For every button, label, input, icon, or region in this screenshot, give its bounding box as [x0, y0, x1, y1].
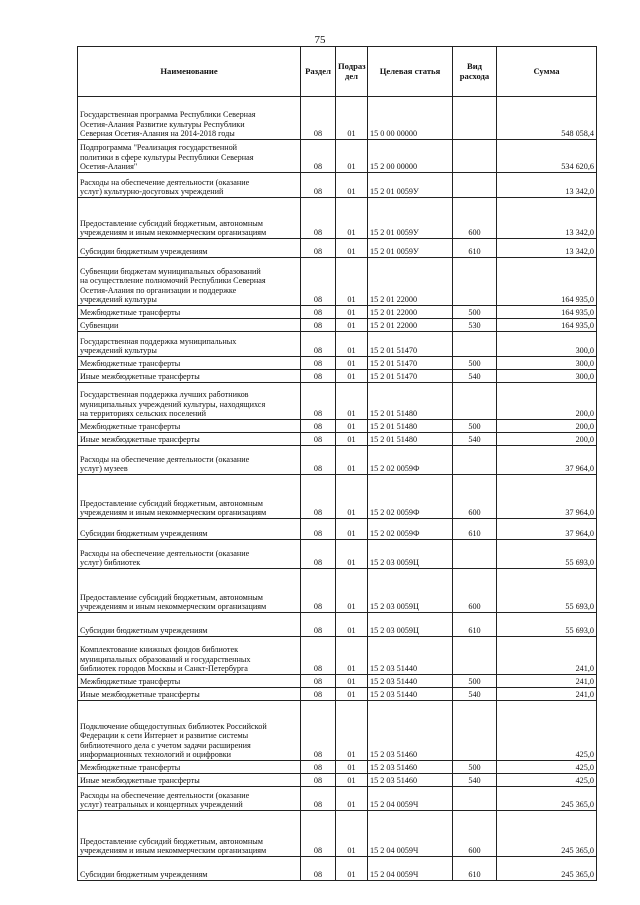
cell-sum: 241,0	[497, 637, 597, 675]
cell-sum: 425,0	[497, 701, 597, 761]
table-row	[78, 258, 597, 306]
cell-sum: 37 964,0	[497, 446, 597, 475]
cell-name: Межбюджетные трансферты	[78, 420, 301, 433]
cell-vid: 530	[453, 319, 497, 332]
table-row	[78, 332, 597, 357]
cell-razdel: 08	[301, 811, 336, 857]
table-row	[78, 475, 597, 519]
header-name: Наименование	[78, 47, 301, 97]
cell-podrazdel: 01	[336, 198, 368, 239]
header-sum: Сумма	[497, 47, 597, 97]
table-row	[78, 540, 597, 569]
cell-razdel: 08	[301, 433, 336, 446]
cell-podrazdel: 01	[336, 857, 368, 881]
table-row	[78, 701, 597, 761]
cell-sum: 37 964,0	[497, 475, 597, 519]
cell-razdel: 08	[301, 383, 336, 420]
cell-sum: 245 365,0	[497, 857, 597, 881]
header-target: Целевая статья	[368, 47, 453, 97]
table-row	[78, 688, 597, 701]
cell-sum: 534 620,6	[497, 140, 597, 173]
cell-razdel: 08	[301, 306, 336, 319]
cell-name: Подключение общедоступных библиотек Российской Федерации к сети Интернет и развитие системы библиотечного дела с учетом задачи расширения информационных технологий и оцифровки	[78, 701, 301, 761]
cell-name: Иные межбюджетные трансферты	[78, 688, 301, 701]
table-row	[78, 173, 597, 198]
table-row	[78, 140, 597, 173]
cell-podrazdel: 01	[336, 319, 368, 332]
table-row	[78, 811, 597, 857]
cell-target: 15 2 01 0059У	[368, 239, 453, 258]
budget-table	[77, 46, 597, 881]
cell-target: 15 2 02 0059Ф	[368, 519, 453, 540]
cell-podrazdel: 01	[336, 357, 368, 370]
cell-target: 15 2 01 51470	[368, 370, 453, 383]
cell-sum: 200,0	[497, 433, 597, 446]
cell-podrazdel: 01	[336, 420, 368, 433]
cell-podrazdel: 01	[336, 433, 368, 446]
cell-name: Государственная поддержка лучших работников муниципальных учреждений культуры, находящихся на территориях сельских поселений	[78, 383, 301, 420]
cell-vid	[453, 258, 497, 306]
table-row	[78, 319, 597, 332]
cell-sum: 241,0	[497, 675, 597, 688]
cell-vid	[453, 97, 497, 140]
cell-name: Расходы на обеспечение деятельности (оказание услуг) музеев	[78, 446, 301, 475]
cell-razdel: 08	[301, 675, 336, 688]
cell-name: Предоставление субсидий бюджетным, автономным учреждениям и иным некоммерческим организациям	[78, 811, 301, 857]
cell-podrazdel: 01	[336, 383, 368, 420]
cell-vid: 500	[453, 306, 497, 319]
cell-vid	[453, 787, 497, 811]
cell-sum: 164 935,0	[497, 258, 597, 306]
cell-razdel: 08	[301, 420, 336, 433]
cell-sum: 425,0	[497, 761, 597, 774]
cell-podrazdel: 01	[336, 370, 368, 383]
cell-podrazdel: 01	[336, 761, 368, 774]
cell-target: 15 2 02 0059Ф	[368, 446, 453, 475]
cell-target: 15 2 03 0059Ц	[368, 540, 453, 569]
cell-vid: 500	[453, 420, 497, 433]
cell-razdel: 08	[301, 319, 336, 332]
cell-sum: 200,0	[497, 383, 597, 420]
cell-name: Субвенции	[78, 319, 301, 332]
cell-razdel: 08	[301, 140, 336, 173]
cell-sum: 55 693,0	[497, 540, 597, 569]
cell-razdel: 08	[301, 613, 336, 637]
cell-podrazdel: 01	[336, 811, 368, 857]
cell-podrazdel: 01	[336, 173, 368, 198]
cell-podrazdel: 01	[336, 613, 368, 637]
cell-vid: 610	[453, 519, 497, 540]
table-row	[78, 446, 597, 475]
cell-target: 15 2 01 22000	[368, 319, 453, 332]
table-row	[78, 519, 597, 540]
cell-name: Иные межбюджетные трансферты	[78, 433, 301, 446]
cell-razdel: 08	[301, 540, 336, 569]
table-row	[78, 370, 597, 383]
cell-sum: 300,0	[497, 370, 597, 383]
cell-target: 15 2 01 51470	[368, 332, 453, 357]
cell-sum: 13 342,0	[497, 173, 597, 198]
header-podrazdel: Подраз дел	[336, 47, 368, 97]
cell-target: 15 2 02 0059Ф	[368, 475, 453, 519]
cell-target: 15 2 03 51460	[368, 761, 453, 774]
cell-target: 15 2 03 51440	[368, 637, 453, 675]
table-row	[78, 637, 597, 675]
cell-razdel: 08	[301, 569, 336, 613]
cell-name: Межбюджетные трансферты	[78, 357, 301, 370]
cell-name: Государственная поддержка муниципальных учреждений культуры	[78, 332, 301, 357]
cell-target: 15 2 03 51440	[368, 688, 453, 701]
cell-vid: 540	[453, 688, 497, 701]
cell-sum: 241,0	[497, 688, 597, 701]
cell-razdel: 08	[301, 173, 336, 198]
cell-razdel: 08	[301, 446, 336, 475]
cell-vid	[453, 140, 497, 173]
cell-vid	[453, 701, 497, 761]
cell-target: 15 2 04 0059Ч	[368, 787, 453, 811]
cell-razdel: 08	[301, 701, 336, 761]
cell-razdel: 08	[301, 332, 336, 357]
cell-name: Субвенции бюджетам муниципальных образований на осуществление полномочий Республики Северная Осетия-Алания по организации и поддержке учреждений культуры	[78, 258, 301, 306]
cell-vid: 540	[453, 370, 497, 383]
cell-target: 15 2 03 51460	[368, 701, 453, 761]
cell-name: Иные межбюджетные трансферты	[78, 774, 301, 787]
cell-podrazdel: 01	[336, 701, 368, 761]
cell-vid	[453, 173, 497, 198]
table-row	[78, 857, 597, 881]
cell-razdel: 08	[301, 370, 336, 383]
table-row	[78, 774, 597, 787]
cell-target: 15 2 03 0059Ц	[368, 613, 453, 637]
cell-target: 15 2 03 0059Ц	[368, 569, 453, 613]
cell-target: 15 2 01 0059У	[368, 173, 453, 198]
cell-razdel: 08	[301, 239, 336, 258]
cell-name: Государственная программа Республики Северная Осетия-Алания Развитие культуры Республики Северная Осетия-Алания на 2014-2018 годы	[78, 97, 301, 140]
table-row	[78, 569, 597, 613]
cell-razdel: 08	[301, 774, 336, 787]
cell-vid: 600	[453, 569, 497, 613]
cell-name: Комплектование книжных фондов библиотек муниципальных образований и государственных библиотек городов Москвы и Санкт-Петербурга	[78, 637, 301, 675]
table-row	[78, 420, 597, 433]
table-row	[78, 306, 597, 319]
cell-target: 15 2 04 0059Ч	[368, 811, 453, 857]
cell-name: Межбюджетные трансферты	[78, 306, 301, 319]
cell-name: Расходы на обеспечение деятельности (оказание услуг) библиотек	[78, 540, 301, 569]
cell-sum: 548 058,4	[497, 97, 597, 140]
cell-name: Предоставление субсидий бюджетным, автономным учреждениям и иным некоммерческим организациям	[78, 198, 301, 239]
cell-razdel: 08	[301, 357, 336, 370]
cell-target: 15 2 01 51480	[368, 383, 453, 420]
cell-vid	[453, 383, 497, 420]
cell-vid: 500	[453, 675, 497, 688]
cell-podrazdel: 01	[336, 446, 368, 475]
cell-podrazdel: 01	[336, 332, 368, 357]
cell-razdel: 08	[301, 97, 336, 140]
cell-sum: 164 935,0	[497, 306, 597, 319]
cell-sum: 245 365,0	[497, 811, 597, 857]
cell-name: Субсидии бюджетным учреждениям	[78, 857, 301, 881]
cell-target: 15 2 03 51460	[368, 774, 453, 787]
cell-podrazdel: 01	[336, 569, 368, 613]
table-row	[78, 383, 597, 420]
cell-target: 15 2 03 51440	[368, 675, 453, 688]
cell-name: Субсидии бюджетным учреждениям	[78, 239, 301, 258]
cell-target: 15 2 00 00000	[368, 140, 453, 173]
cell-name: Расходы на обеспечение деятельности (оказание услуг) театральных и концертных учреждений	[78, 787, 301, 811]
cell-podrazdel: 01	[336, 239, 368, 258]
cell-razdel: 08	[301, 198, 336, 239]
header-vid: Вид расхода	[453, 47, 497, 97]
cell-target: 15 2 01 51480	[368, 433, 453, 446]
cell-vid	[453, 637, 497, 675]
cell-target: 15 0 00 00000	[368, 97, 453, 140]
cell-name: Расходы на обеспечение деятельности (оказание услуг) культурно-досуговых учреждений	[78, 173, 301, 198]
page-number: 75	[314, 34, 326, 46]
cell-podrazdel: 01	[336, 688, 368, 701]
cell-sum: 300,0	[497, 357, 597, 370]
cell-razdel: 08	[301, 475, 336, 519]
cell-vid	[453, 540, 497, 569]
cell-podrazdel: 01	[336, 97, 368, 140]
cell-target: 15 2 01 0059У	[368, 198, 453, 239]
cell-target: 15 2 04 0059Ч	[368, 857, 453, 881]
cell-vid: 610	[453, 857, 497, 881]
cell-podrazdel: 01	[336, 258, 368, 306]
cell-razdel: 08	[301, 688, 336, 701]
table-row	[78, 675, 597, 688]
cell-name: Межбюджетные трансферты	[78, 675, 301, 688]
table-row	[78, 357, 597, 370]
cell-vid: 600	[453, 198, 497, 239]
cell-name: Межбюджетные трансферты	[78, 761, 301, 774]
cell-sum: 13 342,0	[497, 198, 597, 239]
table-row	[78, 787, 597, 811]
table-row	[78, 198, 597, 239]
cell-razdel: 08	[301, 637, 336, 675]
cell-podrazdel: 01	[336, 140, 368, 173]
cell-razdel: 08	[301, 519, 336, 540]
cell-vid: 540	[453, 433, 497, 446]
table-header	[78, 47, 597, 97]
cell-name: Субсидии бюджетным учреждениям	[78, 519, 301, 540]
cell-sum: 37 964,0	[497, 519, 597, 540]
cell-sum: 55 693,0	[497, 569, 597, 613]
cell-name: Субсидии бюджетным учреждениям	[78, 613, 301, 637]
cell-target: 15 2 01 51480	[368, 420, 453, 433]
cell-vid: 600	[453, 475, 497, 519]
cell-sum: 245 365,0	[497, 787, 597, 811]
cell-sum: 55 693,0	[497, 613, 597, 637]
table-row	[78, 97, 597, 140]
cell-razdel: 08	[301, 857, 336, 881]
cell-name: Предоставление субсидий бюджетным, автономным учреждениям и иным некоммерческим организациям	[78, 569, 301, 613]
cell-podrazdel: 01	[336, 306, 368, 319]
cell-target: 15 2 01 51470	[368, 357, 453, 370]
cell-podrazdel: 01	[336, 787, 368, 811]
cell-sum: 425,0	[497, 774, 597, 787]
cell-vid: 500	[453, 357, 497, 370]
cell-sum: 164 935,0	[497, 319, 597, 332]
cell-vid	[453, 332, 497, 357]
cell-vid	[453, 446, 497, 475]
cell-vid: 500	[453, 761, 497, 774]
header-razdel: Раздел	[301, 47, 336, 97]
table-row	[78, 761, 597, 774]
cell-podrazdel: 01	[336, 475, 368, 519]
cell-podrazdel: 01	[336, 774, 368, 787]
cell-target: 15 2 01 22000	[368, 306, 453, 319]
cell-sum: 200,0	[497, 420, 597, 433]
cell-vid: 610	[453, 613, 497, 637]
cell-target: 15 2 01 22000	[368, 258, 453, 306]
cell-podrazdel: 01	[336, 540, 368, 569]
cell-name: Предоставление субсидий бюджетным, автономным учреждениям и иным некоммерческим организациям	[78, 475, 301, 519]
table-row	[78, 613, 597, 637]
table-row	[78, 433, 597, 446]
table-body	[78, 97, 597, 881]
cell-podrazdel: 01	[336, 637, 368, 675]
cell-razdel: 08	[301, 787, 336, 811]
cell-sum: 13 342,0	[497, 239, 597, 258]
cell-vid: 600	[453, 811, 497, 857]
cell-razdel: 08	[301, 761, 336, 774]
cell-razdel: 08	[301, 258, 336, 306]
cell-podrazdel: 01	[336, 675, 368, 688]
cell-vid: 610	[453, 239, 497, 258]
cell-name: Иные межбюджетные трансферты	[78, 370, 301, 383]
cell-name: Подпрограмма "Реализация государственной политики в сфере культуры Республики Северная Осетия-Алания"	[78, 140, 301, 173]
cell-sum: 300,0	[497, 332, 597, 357]
table-row	[78, 239, 597, 258]
cell-podrazdel: 01	[336, 519, 368, 540]
cell-vid: 540	[453, 774, 497, 787]
